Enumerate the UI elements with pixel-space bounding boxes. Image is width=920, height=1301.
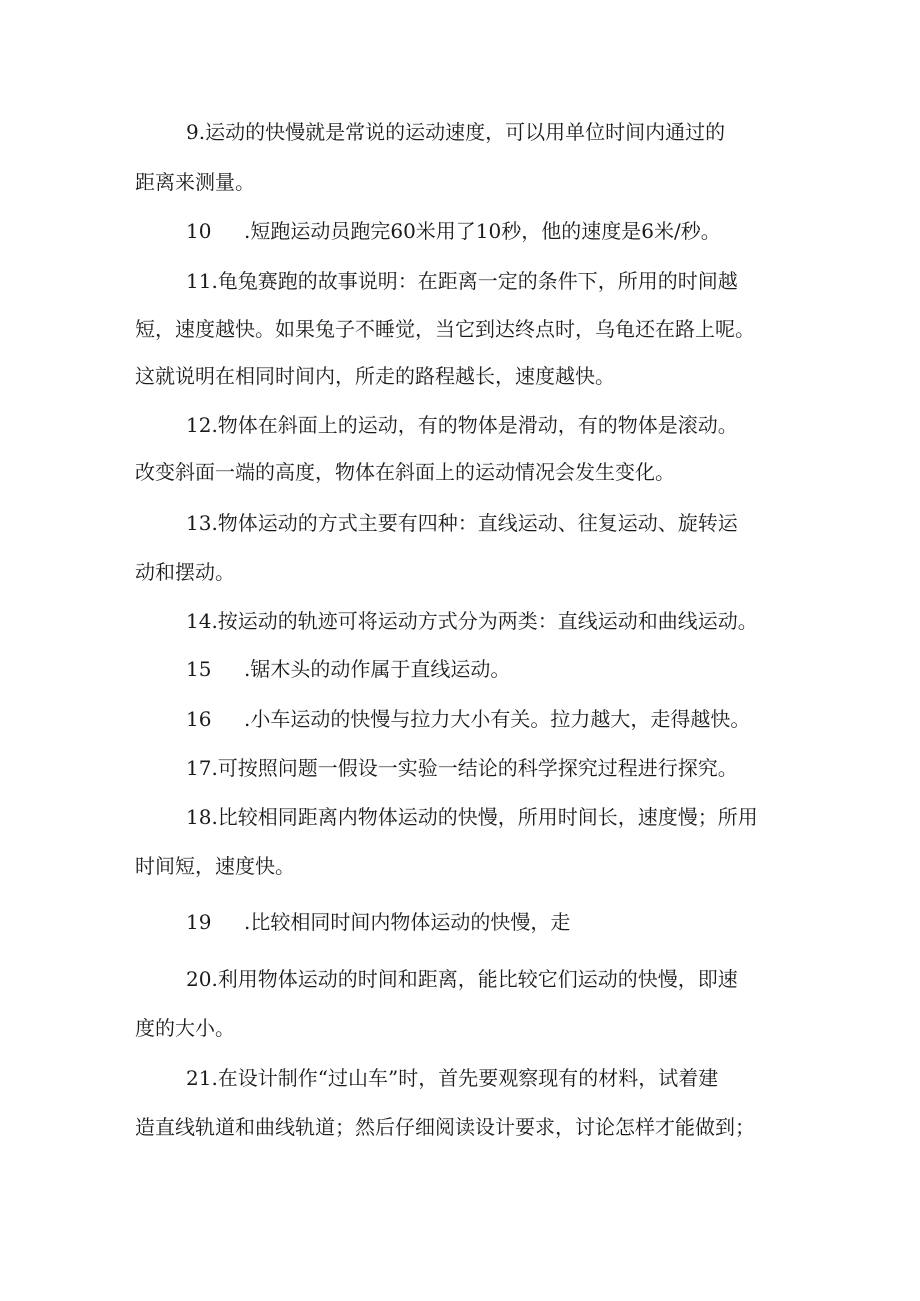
item-text: 动和摆动。 [135, 560, 235, 584]
item-17-line-1 [186, 758, 738, 778]
item-text: 短，速度越快。如果兔子不睡觉，当它到达终点时，乌龟还在路上呢。 [135, 317, 755, 341]
item-text: 时间短，速度快。 [135, 854, 295, 878]
item-number: 16 [186, 707, 212, 731]
item-text: .龟兔赛跑的故事说明：在距离一定的条件下，所用的时间越 [211, 269, 738, 293]
item-19-line-1 [186, 912, 570, 932]
item-text: .在设计制作“过山车”时，首先要观察现有的材料，试着建 [211, 1066, 719, 1090]
item-text: 这就说明在相同时间内，所走的路程越长，速度越快。 [135, 364, 615, 388]
item-text: 距离来测量。 [135, 170, 255, 194]
item-number: 19 [186, 910, 212, 934]
item-18-line-2 [135, 856, 295, 876]
item-11-line-2 [135, 319, 755, 339]
item-number: 21 [186, 1066, 212, 1090]
item-number: 9 [186, 120, 199, 144]
item-20-line-1 [186, 969, 738, 989]
item-16-line-1 [186, 709, 750, 729]
item-text: .物体在斜面上的运动，有的物体是滑动，有的物体是滚动。 [211, 413, 738, 437]
item-number: 12 [186, 413, 212, 437]
item-11-line-3 [135, 366, 615, 386]
item-18-line-1 [186, 807, 758, 827]
item-21-line-2 [135, 1117, 755, 1137]
item-text: .比较相同时间内物体运动的快慢，走 [244, 910, 571, 934]
item-13-line-1 [186, 513, 738, 533]
item-text: .锯木头的动作属于直线运动。 [244, 657, 511, 681]
item-number: 10 [186, 219, 212, 243]
item-9-line-2 [135, 172, 255, 192]
item-9-line-1 [186, 122, 725, 142]
item-10-line-1 [186, 221, 721, 241]
item-number: 15 [186, 657, 212, 681]
item-text: .小车运动的快慢与拉力大小有关。拉力越大，走得越快。 [244, 707, 751, 731]
item-14-line-1 [186, 611, 758, 631]
item-number: 11 [186, 269, 212, 293]
item-13-line-2 [135, 562, 235, 582]
item-12-line-1 [186, 415, 738, 435]
item-11-line-1 [186, 271, 738, 291]
item-15-line-1 [186, 659, 510, 679]
item-text: 造直线轨道和曲线轨道；然后仔细阅读设计要求，讨论怎样才能做到； [135, 1115, 755, 1139]
item-text: .运动的快慢就是常说的运动速度，可以用单位时间内通过的 [198, 120, 726, 144]
item-number: 13 [186, 511, 212, 535]
item-text: 度的大小。 [135, 1016, 235, 1040]
item-text: .利用物体运动的时间和距离，能比较它们运动的快慢，即速 [211, 967, 738, 991]
item-20-line-2 [135, 1018, 235, 1038]
item-text: .可按照问题一假设一实验一结论的科学探究过程进行探究。 [211, 756, 738, 780]
item-number: 17 [186, 756, 212, 780]
item-text: 改变斜面一端的高度，物体在斜面上的运动情况会发生变化。 [135, 460, 675, 484]
item-12-line-2 [135, 462, 675, 482]
item-21-line-1 [186, 1068, 718, 1088]
item-text: .按运动的轨迹可将运动方式分为两类：直线运动和曲线运动。 [211, 609, 758, 633]
item-number: 20 [186, 967, 212, 991]
item-text: .比较相同距离内物体运动的快慢，所用时间长，速度慢；所用 [211, 805, 758, 829]
item-text: .物体运动的方式主要有四种：直线运动、往复运动、旋转运 [211, 511, 738, 535]
item-text: .短跑运动员跑完60米用了10秒，他的速度是6米/秒。 [244, 219, 721, 243]
item-number: 14 [186, 609, 212, 633]
item-number: 18 [186, 805, 212, 829]
